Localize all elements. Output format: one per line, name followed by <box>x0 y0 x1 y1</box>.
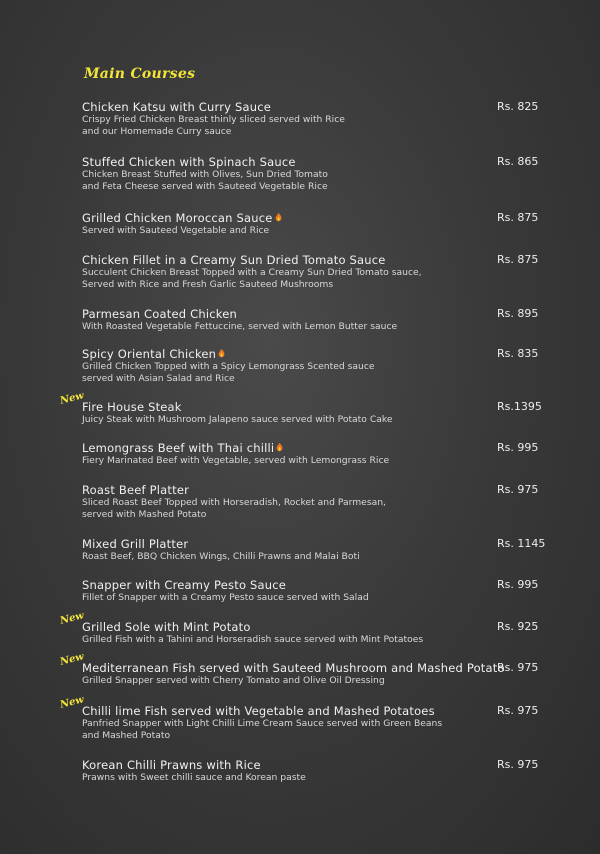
item-name: Parmesan Coated Chicken <box>82 307 237 321</box>
new-badge: New <box>59 390 86 407</box>
item-price: Rs. 995 <box>497 578 539 591</box>
item-name: Snapper with Creamy Pesto Sauce <box>82 578 287 592</box>
menu-item <box>82 100 552 138</box>
item-description: Fillet of Snapper with a Creamy Pesto sauce served with Salad <box>82 592 369 603</box>
item-name: Grilled Chicken Moroccan Sauce <box>82 211 273 225</box>
item-name: Korean Chilli Prawns with Rice <box>82 758 261 772</box>
item-price: Rs. 865 <box>497 155 539 168</box>
item-description: Grilled Chicken Topped with a Spicy Lemongrass Scented sauce <box>82 361 375 372</box>
item-price: Rs. 975 <box>497 704 539 717</box>
chili-icon <box>275 442 284 453</box>
menu-item <box>82 441 552 467</box>
menu-item <box>82 253 552 291</box>
menu-item <box>82 155 552 193</box>
new-badge: New <box>59 610 86 627</box>
menu-item <box>82 758 552 784</box>
menu-item <box>82 537 552 563</box>
menu-item <box>82 578 552 604</box>
item-price: Rs. 835 <box>497 347 539 360</box>
item-description: and Feta Cheese served with Sauteed Vegetable Rice <box>82 181 328 192</box>
item-price: Rs. 975 <box>497 483 539 496</box>
menu-item <box>82 483 552 521</box>
item-price: Rs. 995 <box>497 441 539 454</box>
item-description: Sliced Roast Beef Topped with Horseradish, Rocket and Parmesan, <box>82 497 386 508</box>
item-name: Roast Beef Platter <box>82 483 190 497</box>
menu-item <box>82 307 552 333</box>
item-name: Lemongrass Beef with Thai chilli <box>82 441 275 455</box>
chili-icon <box>217 348 226 359</box>
item-description: Chicken Breast Stuffed with Olives, Sun Dried Tomato <box>82 169 328 180</box>
item-price: Rs. 1145 <box>497 537 546 550</box>
item-description: served with Asian Salad and Rice <box>82 373 235 384</box>
new-badge: New <box>59 694 86 711</box>
item-name: Mixed Grill Platter <box>82 537 189 551</box>
item-description: Served with Rice and Fresh Garlic Sauteed Mushrooms <box>82 279 334 290</box>
item-price: Rs. 975 <box>497 758 539 771</box>
item-description: Crispy Fried Chicken Breast thinly sliced served with Rice <box>82 114 345 125</box>
new-badge: New <box>59 651 86 668</box>
item-description: and our Homemade Curry sauce <box>82 126 232 137</box>
item-price: Rs. 875 <box>497 253 539 266</box>
item-price: Rs. 895 <box>497 307 539 320</box>
item-name: Spicy Oriental Chicken <box>82 347 217 361</box>
item-name: Stuffed Chicken with Spinach Sauce <box>82 155 296 169</box>
chili-icon <box>274 212 283 223</box>
item-name: Chicken Fillet in a Creamy Sun Dried Tomato Sauce <box>82 253 386 267</box>
menu-item <box>59 651 552 687</box>
menu-item <box>82 347 552 385</box>
item-name: Chicken Katsu with Curry Sauce <box>82 100 272 114</box>
item-description: Succulent Chicken Breast Topped with a Creamy Sun Dried Tomato sauce, <box>82 267 422 278</box>
item-name: Mediterranean Fish served with Sauteed Mushroom and Mashed Potato <box>82 661 505 675</box>
item-description: Roast Beef, BBQ Chicken Wings, Chilli Prawns and Malai Boti <box>82 551 360 562</box>
item-price: Rs. 925 <box>497 620 539 633</box>
section-title: Main Courses <box>84 66 196 82</box>
item-price: Rs.1395 <box>497 400 542 413</box>
item-description: Fiery Marinated Beef with Vegetable, served with Lemongrass Rice <box>82 455 390 466</box>
item-price: Rs. 975 <box>497 661 539 674</box>
menu-item <box>59 694 552 742</box>
item-price: Rs. 875 <box>497 211 539 224</box>
menu-item <box>59 390 552 426</box>
item-description: Panfried Snapper with Light Chilli Lime Cream Sauce served with Green Beans <box>82 718 443 729</box>
item-description: With Roasted Vegetable Fettuccine, served with Lemon Butter sauce <box>82 321 398 332</box>
item-description: Served with Sauteed Vegetable and Rice <box>82 225 270 236</box>
item-description: and Mashed Potato <box>82 730 171 741</box>
item-name: Chilli lime Fish served with Vegetable and Mashed Potatoes <box>82 704 435 718</box>
item-description: Juicy Steak with Mushroom Jalapeno sauce served with Potato Cake <box>82 414 393 425</box>
item-description: served with Mashed Potato <box>82 509 207 520</box>
item-name: Grilled Sole with Mint Potato <box>82 620 251 634</box>
item-price: Rs. 825 <box>497 100 539 113</box>
item-description: Prawns with Sweet chilli sauce and Korean paste <box>82 772 306 783</box>
item-description: Grilled Fish with a Tahini and Horseradish sauce served with Mint Potatoes <box>82 634 424 645</box>
menu-item <box>59 610 552 646</box>
menu-item <box>82 211 552 237</box>
item-name: Fire House Steak <box>82 400 182 414</box>
item-description: Grilled Snapper served with Cherry Tomato and Olive Oil Dressing <box>82 675 385 686</box>
